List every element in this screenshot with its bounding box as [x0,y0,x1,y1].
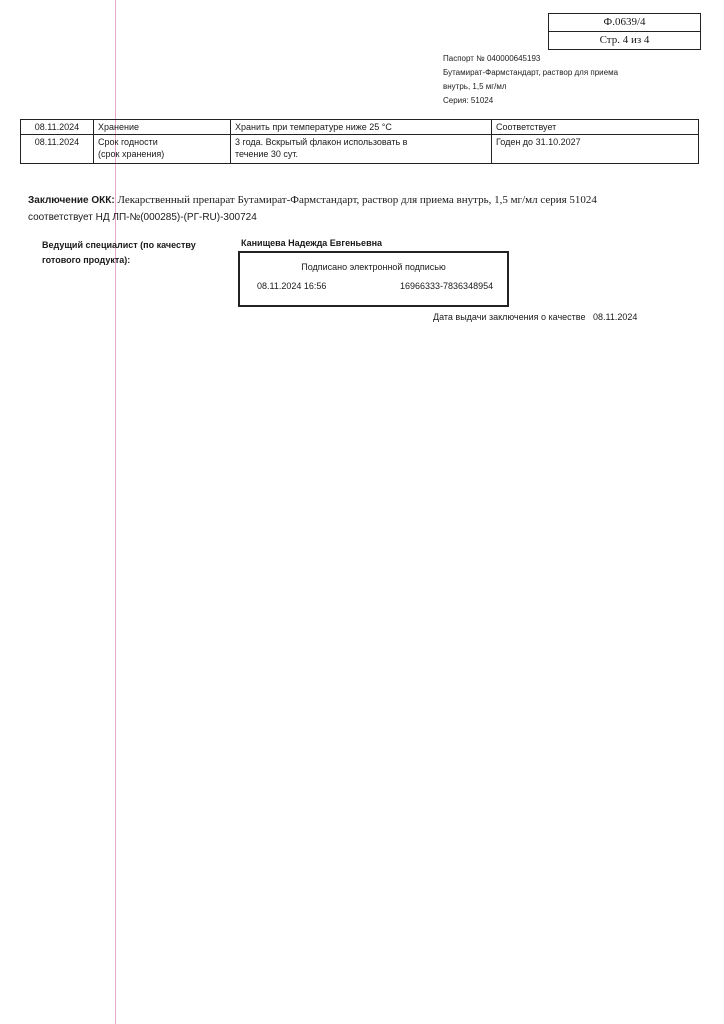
issue-date-label: Дата выдачи заключения о качестве [433,312,586,322]
table-row [21,135,699,164]
specialist-label [42,238,222,268]
conclusion-label: Заключение ОКК: [28,195,115,206]
row-requirement [231,120,492,135]
conclusion-text: Лекарственный препарат Бутамират-Фармстандарт, раствор для приема внутрь, 1,5 мг/мл серия 51024 [117,194,597,206]
table-row [21,120,699,135]
row-result: Годен до 31.10.2027 [492,135,699,164]
row-date: 08.11.2024 [21,135,94,164]
product-name-line2: внутрь, 1,5 мг/мл [443,82,507,91]
row-test [94,135,231,164]
row-requirement-line2: течение 30 сут. [235,149,299,159]
issue-date-value: 08.11.2024 [592,312,638,322]
row-date: 08.11.2024 [21,120,94,135]
form-code: Ф.0639/4 [603,16,646,28]
row-requirement-line1: 3 года. Вскрытый флакон использовать в [235,137,408,147]
qc-conclusion [28,192,698,226]
signature-id: 16966333-7836348954 [400,281,494,291]
page-number: Стр. 4 из 4 [549,31,700,49]
row-test-line1: Хранение [98,122,139,132]
form-code-box [548,13,701,50]
conclusion-line1 [28,192,698,209]
conclusion-line2: соответствует НД ЛП-№(000285)-(РГ-RU)-300724 [28,212,257,223]
specialist-label-line1: Ведущий специалист (по качеству [42,240,196,250]
row-requirement-line1: Хранить при температуре ниже 25 °С [235,122,392,132]
row-test-line2: (срок хранения) [98,149,165,159]
passport-number: Паспорт № 040000645193 [443,54,541,63]
row-test [94,120,231,135]
signature-datetime: 08.11.2024 16:56 [257,281,327,291]
signature-title: Подписано электронной подписью [301,262,446,272]
test-results-table [20,119,699,164]
specialist-label-line2: готового продукта): [42,255,131,265]
row-requirement [231,135,492,164]
passport-header [443,52,673,108]
row-test-line1: Срок годности [98,137,158,147]
series-number: Серия: 51024 [443,96,494,105]
issue-date-line [433,312,637,322]
specialist-name: Канищева Надежда Евгеньевна [241,238,383,248]
product-name-line1: Бутамират-Фармстандарт, раствор для приема [443,68,619,77]
electronic-signature-box [238,251,509,307]
row-result: Соответствует [492,120,699,135]
